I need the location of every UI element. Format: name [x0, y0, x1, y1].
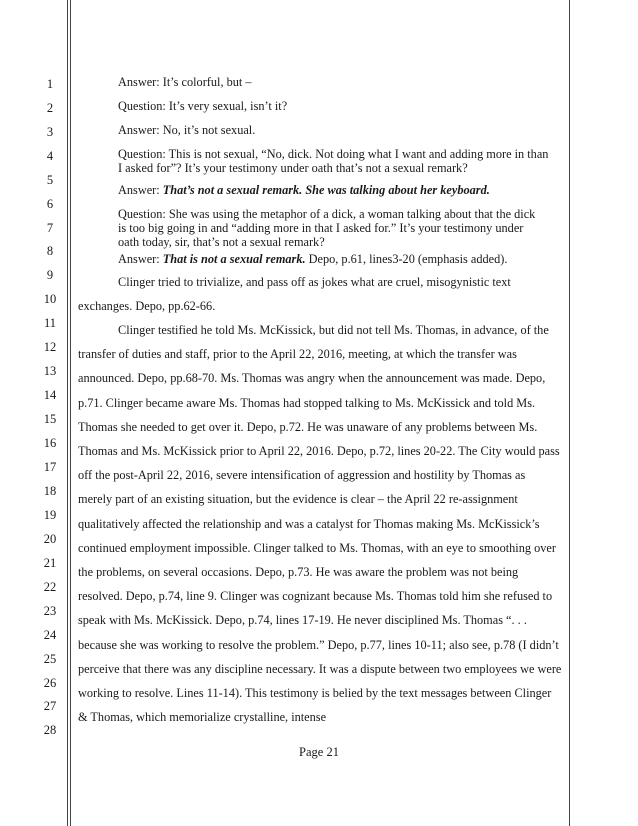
- line-number: 13: [43, 364, 57, 378]
- transcript-question: [118, 207, 562, 249]
- right-margin-rule: [569, 0, 570, 826]
- citation: Depo, p.61, lines3-20 (emphasis added).: [305, 252, 508, 266]
- transcript-line: Answer: No, it’s not sexual.: [118, 123, 256, 137]
- line-number: 24: [43, 628, 57, 642]
- line-number: 16: [43, 436, 57, 450]
- emphasized-answer: That’s not a sexual remark. She was talking about her keyboard.: [162, 183, 490, 197]
- line-number: 5: [46, 173, 54, 187]
- line-number: 21: [43, 556, 57, 570]
- line-number: 3: [46, 125, 54, 139]
- body-paragraph: Clinger tried to trivialize, and pass off as jokes what are cruel, misogynistic text exchanges. Depo, pp.62-66.: [78, 275, 511, 314]
- answer-prefix: Answer:: [118, 252, 163, 266]
- line-number: 17: [43, 460, 57, 474]
- line-number: 12: [43, 340, 57, 354]
- left-margin-rule-2: [70, 0, 71, 826]
- transcript-line: Answer: It’s colorful, but –: [118, 75, 252, 89]
- transcript-line: Question: She was using the metaphor of a dick, a woman talking about that the dick: [118, 207, 536, 221]
- transcript-answer-emphasized: [118, 183, 562, 197]
- line-number: 27: [43, 699, 57, 713]
- transcript-line: I asked for”? It’s your testimony under oath that’s not a sexual remark?: [118, 161, 468, 175]
- transcript-answer: [118, 75, 562, 89]
- left-margin-rule-1: [67, 0, 68, 826]
- transcript-question: [118, 99, 562, 113]
- transcript-line: oath today, sir, that’s not a sexual remark?: [118, 235, 325, 249]
- body-paragraph: Clinger testified he told Ms. McKissick, but did not tell Ms. Thomas, in advance, of the transfer of duties and staff, prior to the April 22, 2016, meeting, at which the transfer was announced. Depo, pp.68-70. Ms. Thomas was angry when the announcement was made. Depo, p.71. Clinger became aware Ms. Thomas had stopped talking to Ms. McKissick and told Ms. Thomas she needed to get over it. Depo, p.72. He was unaware of any problems between Ms. Thomas and Ms. McKissick prior to April 22, 2016. Depo, p.72, lines 20-22. The City would pass off the post-April 22, 2016, severe intensification of aggression and hostility by Thomas as merely part of an existing situation, but the evidence is clear – the April 22 re-assignment qualitatively affected the relationship and was a catalyst for Thomas making Ms. McKissick’s continued employment impossible. Clinger talked to Ms. Thomas, with an eye to smoothing over the problems, on several occasions. Depo, p.73. He was aware the problem was not being resolved. Depo, p.74, line 9. Clinger was cognizant because Ms. Thomas told him she refused to speak with Ms. McKissick. Depo, p.74, lines 17-19. He never disciplined Ms. Thomas “. . . because she was working to resolve the problem.” Depo, p.77, lines 10-11; also see, p.78 (I didn’t perceive that there was any discipline necessary. It was a dispute between two employees we were working to resolve. Lines 11-14). This testimony is belied by the text messages between Clinger & Thomas, which memorialize crystalline, intense: [78, 323, 562, 725]
- answer-prefix: Answer:: [118, 183, 163, 197]
- line-number: 19: [43, 508, 57, 522]
- transcript-question: [118, 147, 562, 175]
- document-body: [78, 0, 562, 826]
- transcript-answer: [118, 123, 562, 137]
- line-number: 8: [46, 244, 54, 258]
- line-number: 23: [43, 604, 57, 618]
- line-number: 7: [46, 221, 54, 235]
- transcript-answer-emphasized: [118, 252, 562, 266]
- transcript-line: Question: It’s very sexual, isn’t it?: [118, 99, 288, 113]
- line-number: 2: [46, 101, 54, 115]
- line-number: 9: [46, 268, 54, 282]
- line-number: 1: [46, 77, 54, 91]
- line-number: 28: [43, 723, 57, 737]
- line-number: 6: [46, 197, 54, 211]
- line-number: 25: [43, 652, 57, 666]
- line-number: 15: [43, 412, 57, 426]
- transcript-line: is too big going in and “adding more in that I asked for.” It’s your testimony under: [118, 221, 524, 235]
- line-number: 22: [43, 580, 57, 594]
- line-number: 10: [43, 292, 57, 306]
- line-number: 26: [43, 676, 57, 690]
- line-numbers: [38, 0, 62, 826]
- line-number: 20: [43, 532, 57, 546]
- line-number: 11: [43, 316, 57, 330]
- transcript-line: Question: This is not sexual, “No, dick. Not doing what I want and adding more in than: [118, 147, 549, 161]
- line-number: 18: [43, 484, 57, 498]
- line-number: 14: [43, 388, 57, 402]
- line-number: 4: [46, 149, 54, 163]
- emphasized-answer: That is not a sexual remark.: [162, 252, 306, 266]
- page-number: Page 21: [299, 745, 339, 759]
